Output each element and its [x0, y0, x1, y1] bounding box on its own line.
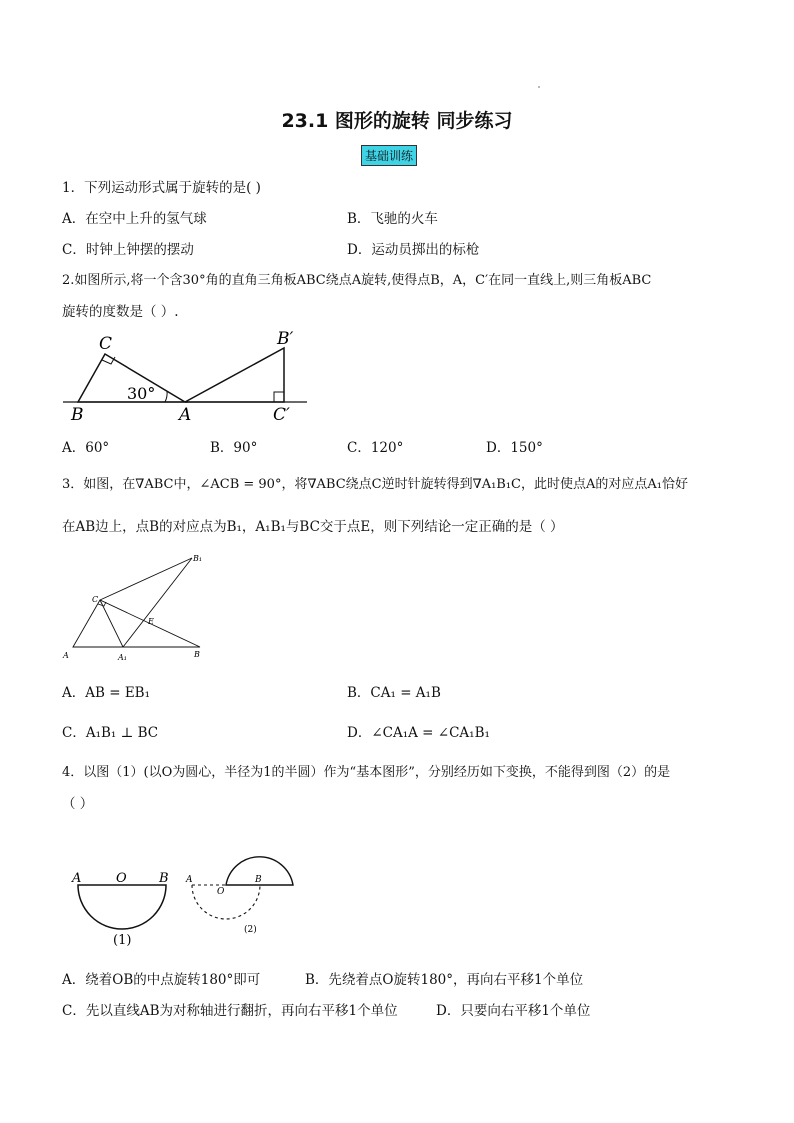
q4-semicircle-1: [78, 885, 166, 929]
q2-label-b: B: [71, 405, 84, 425]
q1-option-d[interactable]: D．运动员掷出的标枪: [347, 242, 480, 258]
q3-label-b1: B₁: [193, 554, 203, 563]
q4-option-c[interactable]: C．先以直线AB为对称轴进行翻折，再向右平移1个单位: [62, 1003, 398, 1019]
q3-triangle-abc: [73, 600, 200, 647]
q4-figure: [62, 845, 302, 953]
q1-option-b[interactable]: B．飞驰的火车: [347, 211, 438, 227]
q3-segment-cb1: [100, 558, 192, 600]
q4-fig2-label-b: B: [255, 875, 262, 885]
page-title: 23.1 图形的旋转 同步练习: [281, 110, 513, 132]
q4-semicircle-dashed: [192, 885, 260, 919]
q2-option-b[interactable]: B．90°: [210, 440, 258, 456]
q3-segment-a1b1: [123, 558, 192, 647]
q4-option-b[interactable]: B．先绕着点O旋转180°，再向右平移1个单位: [305, 972, 584, 988]
q3-label-a: A: [63, 651, 69, 660]
q3-label-e: E: [148, 617, 154, 626]
q2-label-c: C: [99, 334, 113, 354]
q2-angle-arc: [165, 391, 167, 402]
q3-option-a[interactable]: A．AB = EB₁: [62, 685, 151, 701]
q4-stem-line2: （ ）: [62, 796, 94, 812]
q2-option-c[interactable]: C．120°: [347, 440, 404, 456]
q2-stem-line2: 旋转的度数是（ ）.: [62, 304, 179, 320]
q4-fig2-label-o: O: [217, 887, 225, 897]
q4-option-a[interactable]: A．绕着OB的中点旋转180°即可: [62, 972, 261, 988]
q4-fig2-label-a: A: [186, 875, 193, 885]
q2-label-b-prime: B′: [277, 329, 294, 349]
q1-option-a[interactable]: A．在空中上升的氢气球: [62, 211, 207, 227]
q2-stem-line1: 2.如图所示,将一个含30°角的直角三角板ABC绕点A旋转,使得点B，A，C′在同一直线上,则三角板ABC: [62, 273, 652, 288]
q3-figure: [60, 548, 210, 666]
q4-fig2-caption: (2): [244, 925, 257, 935]
section-badge: 基础训练: [361, 145, 417, 166]
q2-option-d[interactable]: D．150°: [486, 440, 543, 456]
q3-label-b: B: [194, 650, 200, 659]
q4-stem-line1: 4．以图（1）(以O为圆心，半径为1的半圆）作为“基本图形”，分别经历如下变换，不能得到图（2）的是: [62, 765, 671, 780]
q3-option-c[interactable]: C．A₁B₁ ⊥ BC: [62, 725, 159, 741]
q2-label-angle: 30°: [127, 384, 156, 403]
q2-label-a: A: [179, 405, 192, 425]
q3-option-b[interactable]: B．CA₁ = A₁B: [347, 685, 441, 701]
q3-stem-line2: 在AB边上，点B的对应点为B₁，A₁B₁与BC交于点E，则下列结论一定正确的是（ ）: [62, 519, 564, 535]
q2-option-a[interactable]: A．60°: [62, 440, 110, 456]
q2-triangle-rotated: [185, 348, 284, 402]
q2-label-c-prime: C′: [273, 405, 290, 425]
q4-fig1-label-a: A: [72, 871, 82, 886]
q3-label-a1: A₁: [118, 653, 127, 662]
q3-segment-ca1: [100, 600, 123, 647]
q3-option-d[interactable]: D．∠CA₁A = ∠CA₁B₁: [347, 725, 490, 741]
q3-label-c: C: [92, 595, 99, 604]
q4-fig1-label-b: B: [159, 871, 169, 886]
q1-option-c[interactable]: C．时钟上钟摆的摆动: [62, 242, 194, 258]
q4-fig1-label-o: O: [116, 871, 127, 886]
q2-figure: [55, 324, 315, 426]
q4-fig1-caption: (1): [113, 933, 132, 948]
q3-stem-line1: 3．如图，在∇ABC中，∠ACB = 90°，将∇ABC绕点C逆时针旋转得到∇A₁B₁C，此时使点A的对应点A₁恰好: [62, 477, 688, 492]
q4-option-d[interactable]: D．只要向右平移1个单位: [436, 1003, 591, 1019]
speck: [538, 86, 540, 88]
q2-right-angle-c-prime: [274, 392, 284, 402]
q1-stem: 1．下列运动形式属于旋转的是( ): [62, 180, 261, 196]
